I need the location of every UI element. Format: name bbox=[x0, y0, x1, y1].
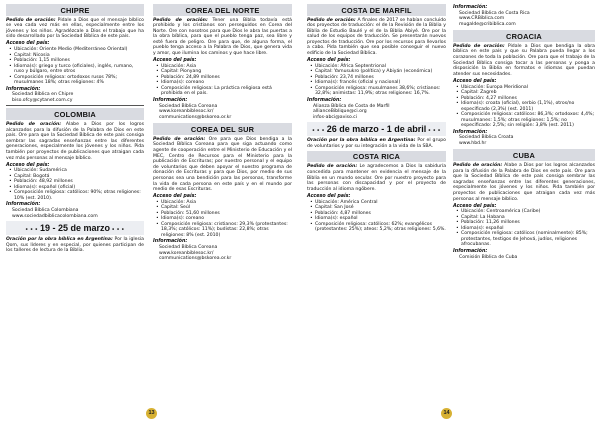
fact-item: • Composición religiosa: católicos: 86,3%; ortodoxos: 4,4%; musulmanes: 1,5%; otras religiones: 1,5%; no especificado: 2,5%; sin religión: 3,8% (est. 2011) bbox=[453, 112, 595, 129]
prayer-lead: Pedido de oración: bbox=[6, 17, 56, 23]
fact-item: • Composición religiosa: católicos (nominalmente): 85%; protestantes, testigos de Jehová, judíos, religiones afrocubanas. bbox=[453, 231, 595, 248]
fact-item: • Idioma(s): francés (oficial y nacional) bbox=[307, 80, 446, 86]
info-line: Sociedad Bíblica Colombiana bbox=[12, 208, 79, 214]
info-line: Comisión Bíblica de Cuba bbox=[459, 254, 518, 260]
fact-item: • Población: 4,87 millones bbox=[307, 211, 446, 217]
info-line: www.koreanbiblesoc.kr/ bbox=[159, 250, 214, 256]
section-costa-rica bbox=[307, 151, 446, 233]
info-line: www.CRBiblica.com bbox=[459, 16, 505, 22]
country-title: CROACIA bbox=[453, 30, 595, 42]
info-line: Alianza Bíblica de Costa de Marfil bbox=[313, 103, 390, 109]
fact-item: • Idioma(s): español bbox=[307, 216, 446, 222]
fact-item: • Idioma(s): croata (oficial), serbio (1,1%), otros/no especificado (2,3%) (est. 2011) bbox=[453, 101, 595, 112]
access-heading: Acceso del país: bbox=[6, 41, 50, 47]
prayer-lead: Pedido de oración: bbox=[153, 136, 206, 142]
week-prayer-lead: Oración por la obra bíblica en Argentina: bbox=[6, 237, 113, 243]
prayer-paragraph bbox=[6, 18, 144, 40]
fact-item: • Población: 23,74 millones bbox=[307, 75, 446, 81]
fact-item: • Ubicación: Asia bbox=[153, 64, 292, 70]
info-line: Sociedad Bíblica en Chipre bbox=[12, 92, 74, 98]
prayer-paragraph bbox=[307, 18, 446, 57]
fact-item: • Capital: Bogotá bbox=[6, 174, 144, 180]
fact-item: • Ubicación: Centroamérica (Caribe) bbox=[453, 209, 595, 215]
facts-list bbox=[153, 200, 292, 239]
fact-item: • Ubicación: Europa Meridional bbox=[453, 85, 595, 91]
fact-item: • Capital: Pionyang bbox=[153, 69, 292, 75]
access-heading: Acceso del país: bbox=[307, 193, 351, 199]
page-number-left: 13 bbox=[146, 408, 157, 419]
section-corea-norte bbox=[153, 4, 292, 120]
info-line: Sociedad Bíblica Coreana bbox=[159, 245, 218, 251]
fact-item: • Ubicación: Sudamérica bbox=[6, 168, 144, 174]
fact-item: • Capital: Zagreb bbox=[453, 90, 595, 96]
column-left bbox=[6, 4, 144, 256]
week-prayer bbox=[307, 138, 446, 149]
prayer-text: Alabe a Dios por los logros alcanzados para la difusión de la Palabra de Dios en este país. Ore para que la Sociedad Bíblica de este país consiga sembrar las sagradas enseñanzas entre las diferentes generaciones, especialmente los jóvenes y los niños. Pida también por proyectos de publicaciones que atraigan cada vez más personas al mensaje bíblico. bbox=[453, 162, 595, 202]
fact-item: • Capital: Seúl bbox=[153, 205, 292, 211]
fact-item: • Capital: La Habana bbox=[453, 215, 595, 221]
country-title: COSTA DE MARFIL bbox=[307, 4, 446, 16]
fact-item: • Idioma(s): español bbox=[453, 226, 595, 232]
info-line: biso.ofcy@cytanet.com.cy bbox=[12, 97, 73, 103]
info-heading: Información: bbox=[153, 239, 188, 245]
week-band: • • • 19 - 25 de marzo • • • bbox=[6, 221, 144, 235]
access-heading: Acceso del país: bbox=[307, 58, 351, 64]
fact-item: • Composición religiosa: cristianos: 29,3% (protestantes: 18,3%; católicos: 11%); budistas: 22,8%; otras religiones: 8% (est. 2010) bbox=[153, 222, 292, 239]
fact-item: • Ubicación: África Septentrional bbox=[307, 64, 446, 70]
facts-list bbox=[307, 64, 446, 97]
section-costa-rica-info bbox=[453, 5, 595, 27]
country-title: COREA DEL NORTE bbox=[153, 4, 292, 16]
week-band: • • • 26 de marzo - 1 de abril • • • bbox=[307, 122, 446, 136]
info-heading: Información: bbox=[6, 86, 41, 92]
prayer-paragraph bbox=[6, 122, 144, 161]
fact-item: • Composición religiosa: ortodoxos rusos 78%; musulmanes 18%; otras religiones: 4% bbox=[6, 75, 144, 86]
prayer-text: Tener una Biblia todavía está prohibido y los cristianos son perseguidos en Corea del Norte. Ore con nosotros para que Dios le abra las puertas a la obra bíblica, para que el pueblo tenga paz, sea libre y esté fuera de peligro. Ore para que, de alguna forma, el pueblo tenga acceso a la Palabra de Dios, que genera vida y amor, que ilumina los caminos y que hace libre. bbox=[153, 17, 292, 57]
info-line: allianceBiblique@ci.org bbox=[313, 109, 367, 115]
facts-list bbox=[6, 168, 144, 201]
fact-item: • Composición religiosa: La práctica religiosa está prohibida en el país. bbox=[153, 86, 292, 97]
facts-list bbox=[453, 209, 595, 248]
section-colombia bbox=[6, 108, 144, 219]
section-costa-marfil bbox=[307, 4, 446, 120]
prayer-text: Ore para que Dios bendiga a la Sociedad Bíblica Coreana para que siga actuando como agente de cooperación entre el Ministerio de Educación y el MEC, Centro de Recursos para el Ministerio para la publicación de Escrituras; por nuestro personal y el equipo de voluntarios que deben apoyar el nuestro programa de donación de Escrituras y para que Dios, por medio de sus personas sea una bendición para las personas, transforme la vida de cada persona en este país y en el mundo por medio de esas Escrituras. bbox=[153, 136, 292, 193]
info-heading: Información: bbox=[453, 5, 488, 10]
info-heading: Información: bbox=[307, 97, 342, 103]
facts-list bbox=[307, 200, 446, 233]
section-croacia bbox=[453, 30, 595, 146]
fact-item: • Capital: Nicosia bbox=[6, 53, 144, 59]
fact-item: • Composición religiosa: católicos: 62%; evangélicos (protestantes: 25%); ateos: 5,2%; otras religiones: 5,6%. bbox=[307, 222, 446, 233]
fact-item: • Idioma(s): español (oficial) bbox=[6, 185, 144, 191]
prayer-paragraph bbox=[453, 163, 595, 202]
week-prayer-lead: Oración por la obra bíblica en Argentina: bbox=[307, 138, 416, 144]
access-heading: Acceso del país: bbox=[453, 203, 497, 209]
fact-item: • Ubicación: América Central bbox=[307, 200, 446, 206]
prayer-text: A finales de 2017 se habían concluido dos proyectos de traducción: el de la Revisión de la Biblia y Biblia de Estudio Baulé y el de la Biblia Abiyé. Ore por la salud de los equipos de traducción. Se presentarán nuevos proyectos de traducción. Ore por los recursos para llevarlos a cabo. Pida también que sea posible conseguir el nuevo edificio de la Sociedad Bíblica. bbox=[307, 17, 446, 57]
prayer-text: Alabe a Dios por los logros alcanzados para la difusión de la Palabra de Dios en este país. Ore para que la Sociedad Bíblica de este país consiga sembrar las sagradas enseñanzas entre las diferentes generaciones, especialmente los jóvenes y los niños. Pida también por proyectos de publicaciones que atraigan cada vez más personas al mensaje bíblico. bbox=[6, 121, 144, 161]
week-dates: 19 - 25 de marzo bbox=[39, 223, 111, 234]
info-heading: Información: bbox=[453, 129, 488, 135]
prayer-paragraph bbox=[307, 164, 446, 192]
fact-item: • Idioma(s): coreano bbox=[153, 216, 292, 222]
week-dates: 26 de marzo - 1 de abril bbox=[326, 124, 427, 135]
week-prayer bbox=[6, 237, 144, 254]
fact-item: • Población: 48,92 millones bbox=[6, 179, 144, 185]
access-heading: Acceso del país: bbox=[153, 194, 197, 200]
info-line: Sociedad Bíblica de Costa Rica bbox=[459, 10, 530, 16]
fact-item: • Composición religiosa: musulmanes 38,6%; cristianos: 32,8%; animistas: 11,9%; otras religiones: 16,7%. bbox=[307, 86, 446, 97]
fact-item: • Capital: Yamusukro (política) y Abiyán (económica) bbox=[307, 69, 446, 75]
fact-item: • Ubicación: Oriente Medio (Mediterráneo Oriental) bbox=[6, 47, 144, 53]
country-title: COSTA RICA bbox=[307, 151, 446, 163]
info-heading: Información: bbox=[153, 97, 188, 103]
country-title: CHIPRE bbox=[6, 4, 144, 16]
info-heading: Información: bbox=[453, 248, 488, 254]
prayer-text: Le agradecemos a Dios la sabiduría concedida para mantener en evidencia el mensaje de la Biblia en un mundo secular. Ore por nuestro proyecto para las personas con discapacidad y por el proyecto de traducción al idioma ngöbere. bbox=[307, 164, 447, 192]
prayer-lead: Pedido de oración: bbox=[453, 162, 503, 168]
country-title: COREA DEL SUR bbox=[153, 123, 292, 135]
prayer-paragraph bbox=[153, 137, 292, 193]
fact-item: • Idioma(s): griego y turco (oficiales), inglés, rumano, ruso y búlgaro, entre otros bbox=[6, 64, 144, 75]
facts-list bbox=[153, 64, 292, 97]
fact-item: • Composición religiosa: católicos: 90%; otras religiones: 10% (est. 2010). bbox=[6, 190, 144, 201]
fact-item: • Población: 24,89 millones bbox=[153, 75, 292, 81]
fact-item: • Población: 4,27 millones bbox=[453, 96, 595, 102]
facts-list bbox=[453, 85, 595, 129]
prayer-text: Pidale a Dios que bendiga la obra bíblica en este país y que su Palabra pueda llegar a los corazones de toda la población. Ore para que el trabajo de la Sociedad Bíblica consiga tocar a las personas y ponga a disposición la Biblia en formatos e idiomas que puedan atender sus necesidades. bbox=[453, 43, 595, 77]
info-line: Sociedad Bíblica Croata bbox=[459, 135, 514, 141]
prayer-lead: Pedido de oración: bbox=[153, 17, 208, 23]
info-line: communications@bskorea.or.kr bbox=[159, 114, 232, 120]
info-line: www.koreanbiblesoc.kr/ bbox=[159, 109, 214, 115]
prayer-text: Pidale a Dios que el mensaje bíblico se vea cada vez más en ellas, especialmente entre los jóvenes y los niños. Agradézcale a Dios el trabajo que ha sido desarrollado por la Sociedad Bíblica de este país. bbox=[6, 17, 144, 40]
access-heading: Acceso del país: bbox=[153, 58, 197, 64]
info-line: www.hbd.hr bbox=[459, 140, 487, 146]
fact-item: • Idioma(s): coreano bbox=[153, 80, 292, 86]
info-heading: Información: bbox=[6, 202, 41, 208]
info-line: infos-abci@aviso.ci bbox=[313, 114, 357, 120]
page-number-right: 14 bbox=[441, 408, 452, 419]
week-prayer-text: Por la iglesia Qom, sus líderes y en especial, por quienes participan de los talleres de lectura de la Biblia. bbox=[6, 237, 144, 254]
prayer-lead: Pedido de oración: bbox=[307, 17, 356, 23]
fact-item: • Población: 51,60 millones bbox=[153, 211, 292, 217]
info-line: www.sociedadbiblicacolombiana.com bbox=[12, 213, 98, 219]
access-heading: Acceso del país: bbox=[6, 162, 50, 168]
facts-list bbox=[6, 47, 144, 86]
fact-item: • Ubicación: Asia bbox=[153, 200, 292, 206]
info-line: communications@bskorea.or.kr bbox=[159, 256, 232, 262]
prayer-paragraph bbox=[153, 18, 292, 57]
access-heading: Acceso del país: bbox=[453, 78, 497, 84]
fact-item: • Población: 11,26 millones bbox=[453, 220, 595, 226]
prayer-lead: Pedido de oración: bbox=[307, 164, 358, 170]
info-line: mugalde@cribiblica.com bbox=[459, 21, 516, 27]
prayer-lead: Pedido de oración: bbox=[6, 121, 62, 127]
fact-item: • Población: 1,15 millones bbox=[6, 58, 144, 64]
column-center-left bbox=[153, 4, 292, 262]
country-title: COLOMBIA bbox=[6, 108, 144, 120]
fact-item: • Capital: San José bbox=[307, 205, 446, 211]
info-line: Sociedad Bíblica Coreana bbox=[159, 103, 218, 109]
divider bbox=[6, 105, 144, 106]
column-center-right bbox=[307, 4, 446, 233]
prayer-lead: Pedido de oración: bbox=[453, 43, 505, 49]
prayer-paragraph bbox=[453, 44, 595, 78]
country-title: CUBA bbox=[453, 149, 595, 161]
week-prayer-text: Por el grupo de voluntarios y por su integración a la vida de la SBA. bbox=[307, 138, 446, 149]
column-right bbox=[453, 4, 595, 260]
section-chipre bbox=[6, 4, 144, 103]
section-cuba bbox=[453, 149, 595, 260]
section-corea-sur bbox=[153, 123, 292, 262]
